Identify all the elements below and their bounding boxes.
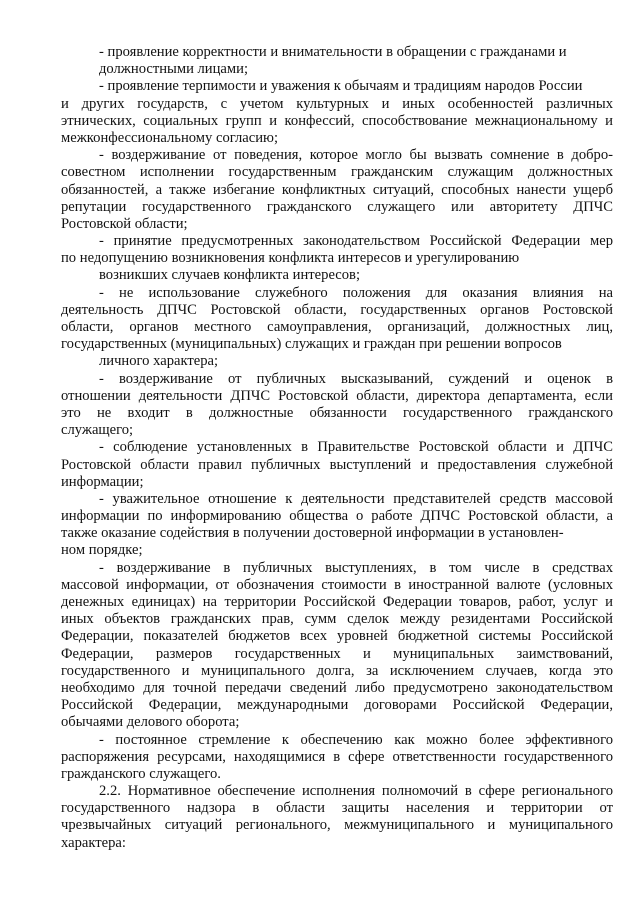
- text-line: совестном исполнении государственным гражданским служащим должностных: [61, 164, 613, 181]
- text-line: обязанностей, а также избегание конфликтных ситуаций, способных нанести ущерб: [61, 181, 613, 198]
- text-line: ном порядке;: [61, 542, 143, 559]
- text-line: - проявление корректности и внимательности в обращении с гражданами и: [99, 44, 567, 60]
- text-line: личного характера;: [99, 353, 219, 370]
- text-line: - уважительное отношение к деятельности представителей средств массовой: [99, 490, 613, 507]
- text-line: - воздерживание от поведения, которое могло бы вызвать сомнение в добро-: [99, 147, 613, 164]
- text-line: Федерации, размеров государственных и муниципальных заимствований,: [61, 645, 613, 662]
- text-line: информации по информированию общества о работе ДПЧС Ростовской области, а: [61, 508, 613, 525]
- text-line: Федерации, показателей бюджетов всех уровней бюджетной системы Российской: [61, 628, 613, 645]
- text-line: массовой информации, от обозначения стоимости в иностранной валюте (условных: [61, 576, 613, 593]
- text-line: репутации государственного гражданского служащего или авторитету ДПЧС: [61, 198, 613, 215]
- text-line: распоряжения ресурсами, находящимися в сфере ответственности государственного: [61, 748, 613, 765]
- text-line: Ростовской области;: [61, 215, 188, 232]
- text-line: деятельность ДПЧС Ростовской области, государственных органов Ростовской: [61, 301, 613, 318]
- text-line: - воздерживание от публичных высказываний, суждений и оценок в: [99, 370, 613, 387]
- document-text: [61, 44, 613, 852]
- text-line: этнических, социальных групп и конфессий, способствование межнациональному и: [61, 112, 613, 129]
- text-line: иных объектов гражданских прав, сумм сделок между резидентами Российской: [61, 611, 613, 628]
- text-line: государственного и муниципального долга, за исключением случаев, когда это: [61, 662, 613, 679]
- text-line: необходимо для точной передачи сведений либо предусмотрено законодательством: [61, 679, 613, 696]
- text-line: Ростовской области правил публичных выступлений и предоставления служебной: [61, 456, 613, 473]
- text-line: служащего;: [61, 422, 134, 439]
- text-line: - проявление терпимости и уважения к обычаям и традициям народов России: [99, 78, 583, 95]
- text-line: денежных единицах) на территории Российской Федерации товаров, работ, услуг и: [61, 594, 613, 610]
- text-line: 2.2. Нормативное обеспечение исполнения полномочий в сфере регионального: [99, 783, 613, 800]
- text-line: также оказание содействия в получении достоверной информации в установлен-: [61, 525, 564, 542]
- text-line: отношении деятельности ДПЧС Ростовской области, директора департамента, если: [61, 387, 613, 404]
- text-line: государственного надзора в области защиты населения и территории от: [61, 800, 613, 817]
- text-line: по недопущению возникновения конфликта интересов и урегулированию: [61, 250, 520, 267]
- text-line: межконфессиональному согласию;: [61, 129, 278, 146]
- text-line: характера:: [61, 834, 126, 851]
- text-line: гражданского служащего.: [61, 765, 221, 782]
- text-line: и других государств, с учетом культурных и иных особенностей различных: [61, 95, 613, 112]
- text-line: - принятие предусмотренных законодательством Российской Федерации мер: [99, 233, 613, 250]
- text-line: Российской Федерации, международными договорами Российской Федерации,: [61, 697, 613, 714]
- text-line: - не использование служебного положения для оказания влияния на: [99, 284, 613, 301]
- text-line: - постоянное стремление к обеспечению как можно более эффективного: [99, 731, 613, 748]
- text-line: возникших случаев конфликта интересов;: [99, 267, 360, 284]
- text-line: области, органов местного самоуправления, организаций, должностных лиц,: [61, 319, 613, 335]
- text-line: это не входит в должностные обязанности государственного гражданского: [61, 404, 613, 421]
- text-line: обычаями делового оборота;: [61, 714, 240, 731]
- text-line: должностными лицами;: [99, 61, 249, 78]
- text-line: информации;: [61, 473, 144, 490]
- text-line: государственных (муниципальных) служащих и граждан при решении вопросов: [61, 336, 562, 353]
- text-line: - соблюдение установленных в Правительстве Ростовской области и ДПЧС: [99, 439, 613, 456]
- text-line: - воздерживание в публичных выступлениях, в том числе в средствах: [99, 559, 613, 576]
- text-line: чрезвычайных ситуаций регионального, межмуниципального и муниципального: [61, 817, 613, 834]
